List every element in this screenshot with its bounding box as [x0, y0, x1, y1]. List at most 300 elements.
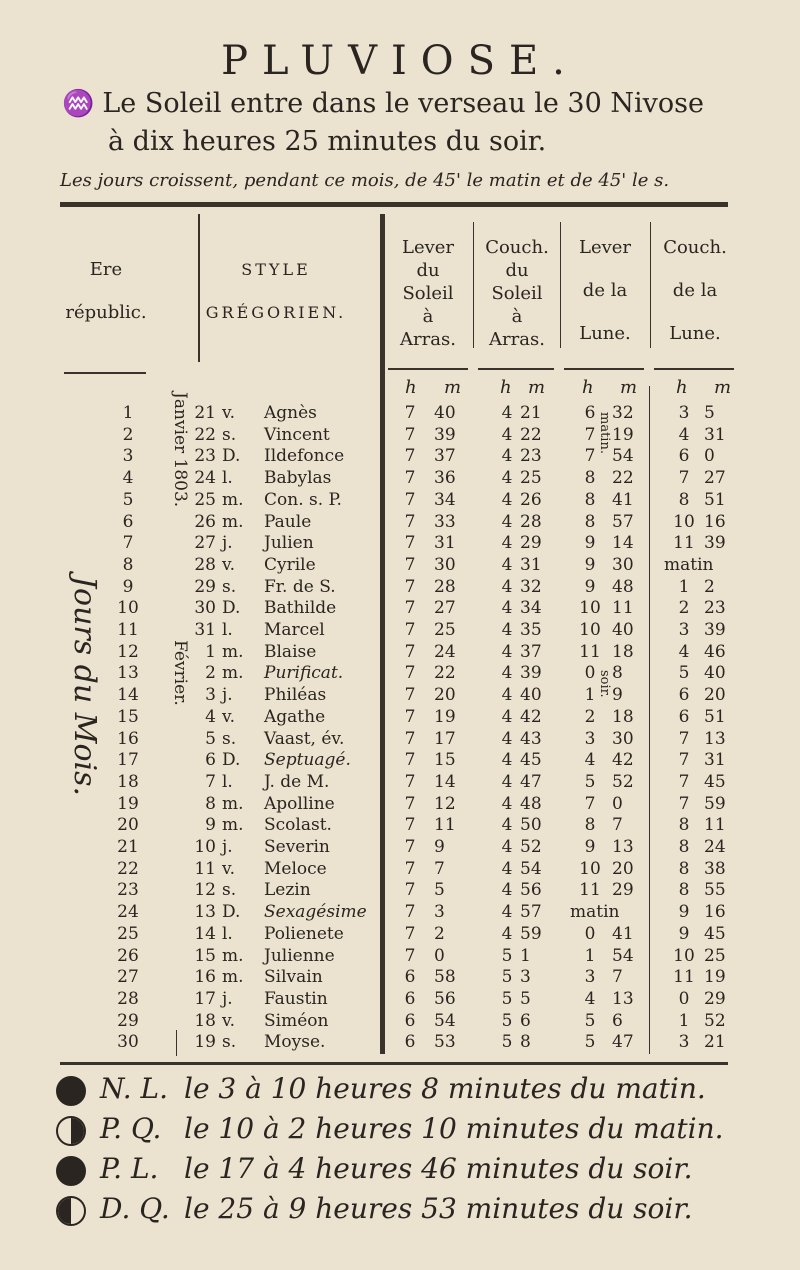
- moonset-hour: 7: [678, 728, 690, 749]
- sunrise-hour: 7: [404, 945, 416, 966]
- moon-phase-tag: P. L.: [100, 1152, 159, 1185]
- moonrise-minute: 22: [612, 468, 634, 489]
- moonrise-hour: 11: [579, 880, 601, 901]
- table-row: [0, 446, 800, 467]
- gregorian-day: 21: [194, 403, 216, 423]
- sunset-hour: 4: [501, 533, 513, 554]
- ere-day: 17: [117, 750, 139, 771]
- moonrise-minute: 19: [612, 424, 634, 445]
- table-row: [0, 642, 800, 663]
- sunrise-hour: 7: [404, 554, 416, 575]
- sunrise-hour: 7: [404, 837, 416, 857]
- weekday: m.: [222, 793, 244, 814]
- moonrise-hour: 7: [584, 424, 596, 445]
- saint-name: Sexagésime: [264, 902, 367, 923]
- gregorian-day: 2: [205, 663, 216, 684]
- moonrise-hour: 8: [584, 489, 596, 510]
- table-row: [0, 946, 800, 967]
- sunset-minute: 56: [520, 880, 542, 901]
- moonset-hour: 8: [678, 880, 690, 901]
- ere-day: 8: [122, 554, 134, 575]
- sunset-hour: 4: [501, 728, 513, 749]
- moonset-hour: 4: [678, 641, 690, 662]
- header-dash: [64, 372, 146, 374]
- sunrise-hour: 6: [404, 988, 416, 1009]
- moonset-minute: 40: [704, 663, 726, 684]
- weekday: v.: [222, 403, 235, 423]
- unit-minutes: m: [444, 377, 462, 398]
- moonrise-minute: 41: [612, 923, 634, 944]
- sunrise-hour: 7: [404, 620, 416, 640]
- sunrise-hour: 7: [404, 902, 416, 923]
- unit-hours: h: [582, 377, 594, 398]
- ere-day: 14: [117, 685, 139, 706]
- sunset-minute: 40: [520, 685, 542, 706]
- moonset-minute: 19: [704, 967, 726, 988]
- sunset-minute: 42: [520, 706, 542, 727]
- sunrise-minute: 5: [434, 880, 445, 901]
- sunrise-minute: 33: [434, 511, 456, 532]
- header-ere-line: Ere: [89, 259, 123, 280]
- moonset-hour: 0: [678, 988, 690, 1009]
- weekday: D.: [222, 902, 241, 923]
- moonrise-hour: 9: [584, 837, 596, 857]
- sunset-minute: 3: [520, 967, 531, 988]
- saint-name: Siméon: [264, 1010, 329, 1031]
- gregorian-day: 28: [194, 554, 216, 575]
- sunset-minute: 54: [520, 858, 542, 879]
- sunset-minute: 25: [520, 468, 542, 489]
- moonrise-hour: 8: [584, 815, 596, 836]
- saint-name: Meloce: [264, 858, 327, 879]
- moonrise-minute: 42: [612, 750, 634, 771]
- moon-phase-text: le 10 à 2 heures 10 minutes du matin.: [184, 1112, 724, 1145]
- weekday: v.: [222, 554, 235, 575]
- saint-name: Agnès: [264, 403, 317, 423]
- saint-name: Faustin: [264, 988, 328, 1009]
- weekday: j.: [222, 837, 233, 857]
- table-row: [0, 815, 800, 836]
- header-line: Soleil: [491, 283, 543, 304]
- table-row: [0, 729, 800, 750]
- gregorian-day: 13: [194, 902, 216, 923]
- moonrise-hour: 9: [584, 576, 596, 597]
- sunset-hour: 4: [501, 837, 513, 857]
- saint-name: Moyse.: [264, 1032, 326, 1053]
- moonrise-hour: 5: [584, 1010, 596, 1031]
- moonrise-minute: 47: [612, 1032, 634, 1053]
- weekday: l.: [222, 923, 233, 944]
- sunset-hour: 4: [501, 771, 513, 792]
- moonrise-minute: 6: [612, 1010, 623, 1031]
- sunrise-minute: 56: [434, 988, 456, 1009]
- table-row: [0, 533, 800, 554]
- saint-name: Apolline: [264, 793, 335, 814]
- moonrise-hour: 8: [584, 468, 596, 489]
- weekday: m.: [222, 489, 244, 510]
- sunrise-hour: 7: [404, 424, 416, 445]
- sunset-hour: 5: [501, 988, 513, 1009]
- ere-day: 18: [117, 771, 139, 792]
- ere-day: 12: [117, 641, 139, 662]
- sunset-hour: 5: [501, 1010, 513, 1031]
- header-dash: [564, 368, 644, 370]
- sunset-minute: 31: [520, 554, 542, 575]
- moonset-hour: 8: [678, 837, 690, 857]
- sunrise-minute: 11: [434, 815, 456, 836]
- sunset-hour: 4: [501, 489, 513, 510]
- sunrise-minute: 17: [434, 728, 456, 749]
- ere-day: 23: [117, 880, 139, 901]
- moon-phase-line: [56, 1112, 724, 1146]
- moon-phase-line: [56, 1152, 693, 1186]
- moonset-minute: 38: [704, 858, 726, 879]
- header-line: Arras.: [489, 329, 545, 350]
- side-label-soir: soir.: [597, 670, 612, 698]
- gregorian-day: 18: [194, 1010, 216, 1031]
- header-ere: [58, 258, 154, 324]
- table-row: [0, 707, 800, 728]
- intro-line-2: à dix heures 25 minutes du soir.: [108, 126, 547, 157]
- weekday: v.: [222, 706, 235, 727]
- ere-day: 27: [117, 967, 139, 988]
- moonrise-hour: 8: [584, 511, 596, 532]
- sunrise-minute: 9: [434, 837, 445, 857]
- moonrise-hour: 11: [579, 641, 601, 662]
- moonset-hour: 3: [678, 620, 690, 640]
- sunset-hour: 5: [501, 945, 513, 966]
- gregorian-day: 16: [194, 967, 216, 988]
- moonset-hour: 8: [678, 858, 690, 879]
- table-row: [0, 403, 800, 424]
- saint-name: Paule: [264, 511, 312, 532]
- gregorian-day: 6: [205, 750, 216, 771]
- sunrise-minute: 36: [434, 468, 456, 489]
- weekday: j.: [222, 533, 233, 554]
- weekday: s.: [222, 576, 237, 597]
- sunset-minute: 23: [520, 446, 542, 467]
- header-dash: [654, 368, 734, 370]
- intro-line-3: Les jours croissent, pendant ce mois, de 45' le matin et de 45' le s.: [60, 170, 670, 191]
- moonrise-minute: 30: [612, 554, 634, 575]
- weekday: j.: [222, 988, 233, 1009]
- intro-text-1: Le Soleil entre dans le verseau le 30 Nivose: [102, 88, 704, 119]
- moonrise-minute: 41: [612, 489, 634, 510]
- table-row: [0, 620, 800, 641]
- sunset-hour: 4: [501, 923, 513, 944]
- sunrise-minute: 12: [434, 793, 456, 814]
- ere-day: 16: [117, 728, 139, 749]
- ere-day: 21: [117, 837, 139, 857]
- saint-name: Scolast.: [264, 815, 332, 836]
- sunrise-hour: 6: [404, 1032, 416, 1053]
- moonset-minute: 45: [704, 771, 726, 792]
- gregorian-day: 8: [205, 793, 216, 814]
- table-row: [0, 577, 800, 598]
- sunrise-hour: 7: [404, 576, 416, 597]
- table-row: [0, 924, 800, 945]
- table-row: [0, 663, 800, 684]
- moonrise-minute: 0: [612, 793, 623, 814]
- gregorian-day: 17: [194, 988, 216, 1009]
- sunrise-minute: 30: [434, 554, 456, 575]
- sunrise-hour: 7: [404, 923, 416, 944]
- moonrise-hour: 1: [584, 685, 596, 706]
- moonset-hour: 8: [678, 815, 690, 836]
- header-ere-line: républic.: [65, 302, 147, 323]
- sunset-minute: 28: [520, 511, 542, 532]
- saint-name: Julien: [264, 533, 314, 554]
- header-couch-soleil: [476, 236, 558, 351]
- table-row: [0, 1032, 800, 1053]
- saint-name: Ildefonce: [264, 446, 345, 467]
- moonset-hour: 11: [673, 967, 695, 988]
- moon-phase-text: le 3 à 10 heures 8 minutes du matin.: [184, 1072, 706, 1105]
- sunrise-hour: 7: [404, 793, 416, 814]
- sunrise-minute: 24: [434, 641, 456, 662]
- sunrise-minute: 27: [434, 598, 456, 619]
- moonrise-hour: 0: [584, 923, 596, 944]
- moonset-minute: 55: [704, 880, 726, 901]
- sunrise-minute: 7: [434, 858, 445, 879]
- weekday: v.: [222, 1010, 235, 1031]
- table-row: [0, 512, 800, 533]
- sunrise-hour: 7: [404, 533, 416, 554]
- moonrise-hour: 1: [584, 945, 596, 966]
- moonset-hour: 6: [678, 706, 690, 727]
- ere-day: 20: [117, 815, 139, 836]
- header-style: [176, 258, 376, 324]
- full-moon-icon: [56, 1076, 86, 1106]
- sunrise-hour: 7: [404, 446, 416, 467]
- header-dash: [388, 368, 468, 370]
- header-line: Soleil: [402, 283, 454, 304]
- sunrise-minute: 2: [434, 923, 445, 944]
- sunset-hour: 5: [501, 1032, 513, 1053]
- moonset-minute: 5: [704, 403, 715, 423]
- table-row: [0, 880, 800, 901]
- gregorian-day: 30: [194, 598, 216, 619]
- weekday: D.: [222, 750, 241, 771]
- gregorian-day: 31: [194, 620, 216, 640]
- sunrise-minute: 14: [434, 771, 456, 792]
- unit-hours: h: [405, 377, 417, 398]
- moonrise-hour: 5: [584, 1032, 596, 1053]
- ere-day: 28: [117, 988, 139, 1009]
- saint-name: Marcel: [264, 620, 325, 640]
- moonrise-hour: 9: [584, 533, 596, 554]
- side-label-matin: matin.: [597, 412, 612, 454]
- moonrise-minute: 20: [612, 858, 634, 879]
- side-label-janvier: Janvier 1803.: [170, 392, 190, 508]
- table-row: [0, 989, 800, 1010]
- sunrise-minute: 15: [434, 750, 456, 771]
- gregorian-day: 11: [194, 858, 216, 879]
- saint-name: Agathe: [264, 706, 326, 727]
- saint-name: Con. s. P.: [264, 489, 342, 510]
- sunrise-hour: 7: [404, 663, 416, 684]
- moonset-minute: 52: [704, 1010, 726, 1031]
- moonrise-hour: 7: [584, 793, 596, 814]
- moonrise-hour: 4: [584, 988, 596, 1009]
- moonset-hour: 10: [673, 945, 695, 966]
- moonrise-minute: 30: [612, 728, 634, 749]
- saint-name: Philéas: [264, 685, 327, 706]
- sunset-minute: 29: [520, 533, 542, 554]
- moonset-hour: 3: [678, 403, 690, 423]
- moonrise-hour: 10: [579, 598, 601, 619]
- gregorian-day: 23: [194, 446, 216, 467]
- weekday: m.: [222, 641, 244, 662]
- gregorian-day: 5: [205, 728, 216, 749]
- table-row: [0, 837, 800, 858]
- sunrise-minute: 0: [434, 945, 445, 966]
- sunrise-hour: 7: [404, 880, 416, 901]
- sunset-minute: 21: [520, 403, 542, 423]
- moonrise-minute: 48: [612, 576, 634, 597]
- side-label-jours-du-mois: Jours du Mois.: [67, 576, 102, 797]
- moon-phase-line: [56, 1072, 706, 1106]
- sunset-minute: 34: [520, 598, 542, 619]
- weekday: m.: [222, 663, 244, 684]
- header-line: de la: [582, 280, 628, 301]
- last-quarter-icon: [56, 1196, 86, 1226]
- moon-phase-text: le 17 à 4 heures 46 minutes du soir.: [184, 1152, 693, 1185]
- sunrise-hour: 6: [404, 1010, 416, 1031]
- moonrise-hour: matin: [570, 902, 620, 923]
- sunset-minute: 52: [520, 837, 542, 857]
- moonset-hour: 7: [678, 771, 690, 792]
- table-row: [0, 685, 800, 706]
- moonrise-hour: 3: [584, 967, 596, 988]
- gregorian-day: 4: [205, 706, 216, 727]
- sunrise-hour: 7: [404, 728, 416, 749]
- saint-name: Silvain: [264, 967, 323, 988]
- moonrise-hour: 4: [584, 750, 596, 771]
- moonset-minute: 0: [704, 446, 715, 467]
- table-row: [0, 794, 800, 815]
- unit-hours: h: [500, 377, 512, 398]
- ere-day: 30: [117, 1032, 139, 1053]
- weekday: m.: [222, 967, 244, 988]
- weekday: s.: [222, 1032, 237, 1053]
- saint-name: Polienete: [264, 923, 344, 944]
- moonset-minute: 39: [704, 533, 726, 554]
- moonrise-minute: 54: [612, 945, 634, 966]
- header-lever-soleil: [386, 236, 470, 351]
- sunrise-minute: 3: [434, 902, 445, 923]
- sunset-hour: 4: [501, 511, 513, 532]
- sunrise-minute: 19: [434, 706, 456, 727]
- sunrise-minute: 39: [434, 424, 456, 445]
- moonset-hour: 7: [678, 793, 690, 814]
- gregorian-day: 14: [194, 923, 216, 944]
- unit-hours: h: [676, 377, 688, 398]
- gregorian-day: 9: [205, 815, 216, 836]
- moonset-minute: 45: [704, 923, 726, 944]
- ere-day: 3: [122, 446, 134, 467]
- header-line: Arras.: [400, 329, 456, 350]
- moonrise-hour: 9: [584, 554, 596, 575]
- sunset-hour: 4: [501, 858, 513, 879]
- sunrise-minute: 28: [434, 576, 456, 597]
- moonset-hour: 3: [678, 1032, 690, 1053]
- table-row: [0, 859, 800, 880]
- moonset-hour: 7: [678, 468, 690, 489]
- sunset-hour: 5: [501, 967, 513, 988]
- moon-phase-tag: P. Q.: [100, 1112, 162, 1145]
- table-row: [0, 902, 800, 923]
- ere-day: 13: [117, 663, 139, 684]
- moonset-minute: 29: [704, 988, 726, 1009]
- moonset-hour: 5: [678, 663, 690, 684]
- gregorian-day: 24: [194, 468, 216, 489]
- ere-day: 4: [122, 468, 134, 489]
- moonrise-minute: 9: [612, 685, 623, 706]
- sunset-minute: 45: [520, 750, 542, 771]
- moonrise-minute: 18: [612, 641, 634, 662]
- ere-day: 26: [117, 945, 139, 966]
- sunset-minute: 22: [520, 424, 542, 445]
- sunset-minute: 26: [520, 489, 542, 510]
- sunrise-hour: 7: [404, 641, 416, 662]
- sunrise-minute: 22: [434, 663, 456, 684]
- moonset-minute: 23: [704, 598, 726, 619]
- ere-day: 7: [122, 533, 134, 554]
- weekday: j.: [222, 685, 233, 706]
- moonrise-minute: 40: [612, 620, 634, 640]
- sunrise-hour: 7: [404, 750, 416, 771]
- saint-name: Cyrile: [264, 554, 316, 575]
- moonset-minute: 24: [704, 837, 726, 857]
- column-divider: [560, 222, 561, 348]
- header-style-line: GRÉGORIEN.: [205, 303, 347, 322]
- sunrise-hour: 7: [404, 403, 416, 423]
- table-row: [0, 967, 800, 988]
- saint-name: Julienne: [264, 945, 335, 966]
- gregorian-day: 22: [194, 424, 216, 445]
- sunset-minute: 8: [520, 1032, 531, 1053]
- moon-phase-tag: N. L.: [100, 1072, 169, 1105]
- moon-phase-text: le 25 à 9 heures 53 minutes du soir.: [184, 1192, 693, 1225]
- sunrise-minute: 54: [434, 1010, 456, 1031]
- sunset-minute: 37: [520, 641, 542, 662]
- moonset-minute: 21: [704, 1032, 726, 1053]
- sunrise-hour: 6: [404, 967, 416, 988]
- header-line: du: [505, 260, 529, 281]
- header-line: Lune.: [669, 323, 721, 344]
- table-row: [0, 1011, 800, 1032]
- first-quarter-icon: [56, 1116, 86, 1146]
- sunrise-minute: 58: [434, 967, 456, 988]
- moonrise-minute: 8: [612, 663, 623, 684]
- header-line: à: [511, 306, 523, 327]
- sunset-minute: 59: [520, 923, 542, 944]
- gregorian-day: 25: [194, 489, 216, 510]
- ere-day: 9: [122, 576, 134, 597]
- sunset-hour: 4: [501, 902, 513, 923]
- top-rule: [60, 202, 728, 207]
- sunrise-hour: 7: [404, 511, 416, 532]
- ere-day: 1: [122, 403, 134, 423]
- saint-name: Vaast, év.: [264, 728, 345, 749]
- header-line: Couch.: [663, 237, 727, 258]
- moonset-hour: 1: [678, 576, 690, 597]
- weekday: v.: [222, 858, 235, 879]
- ere-day: 25: [117, 923, 139, 944]
- sunset-hour: 4: [501, 663, 513, 684]
- moonrise-minute: 7: [612, 815, 623, 836]
